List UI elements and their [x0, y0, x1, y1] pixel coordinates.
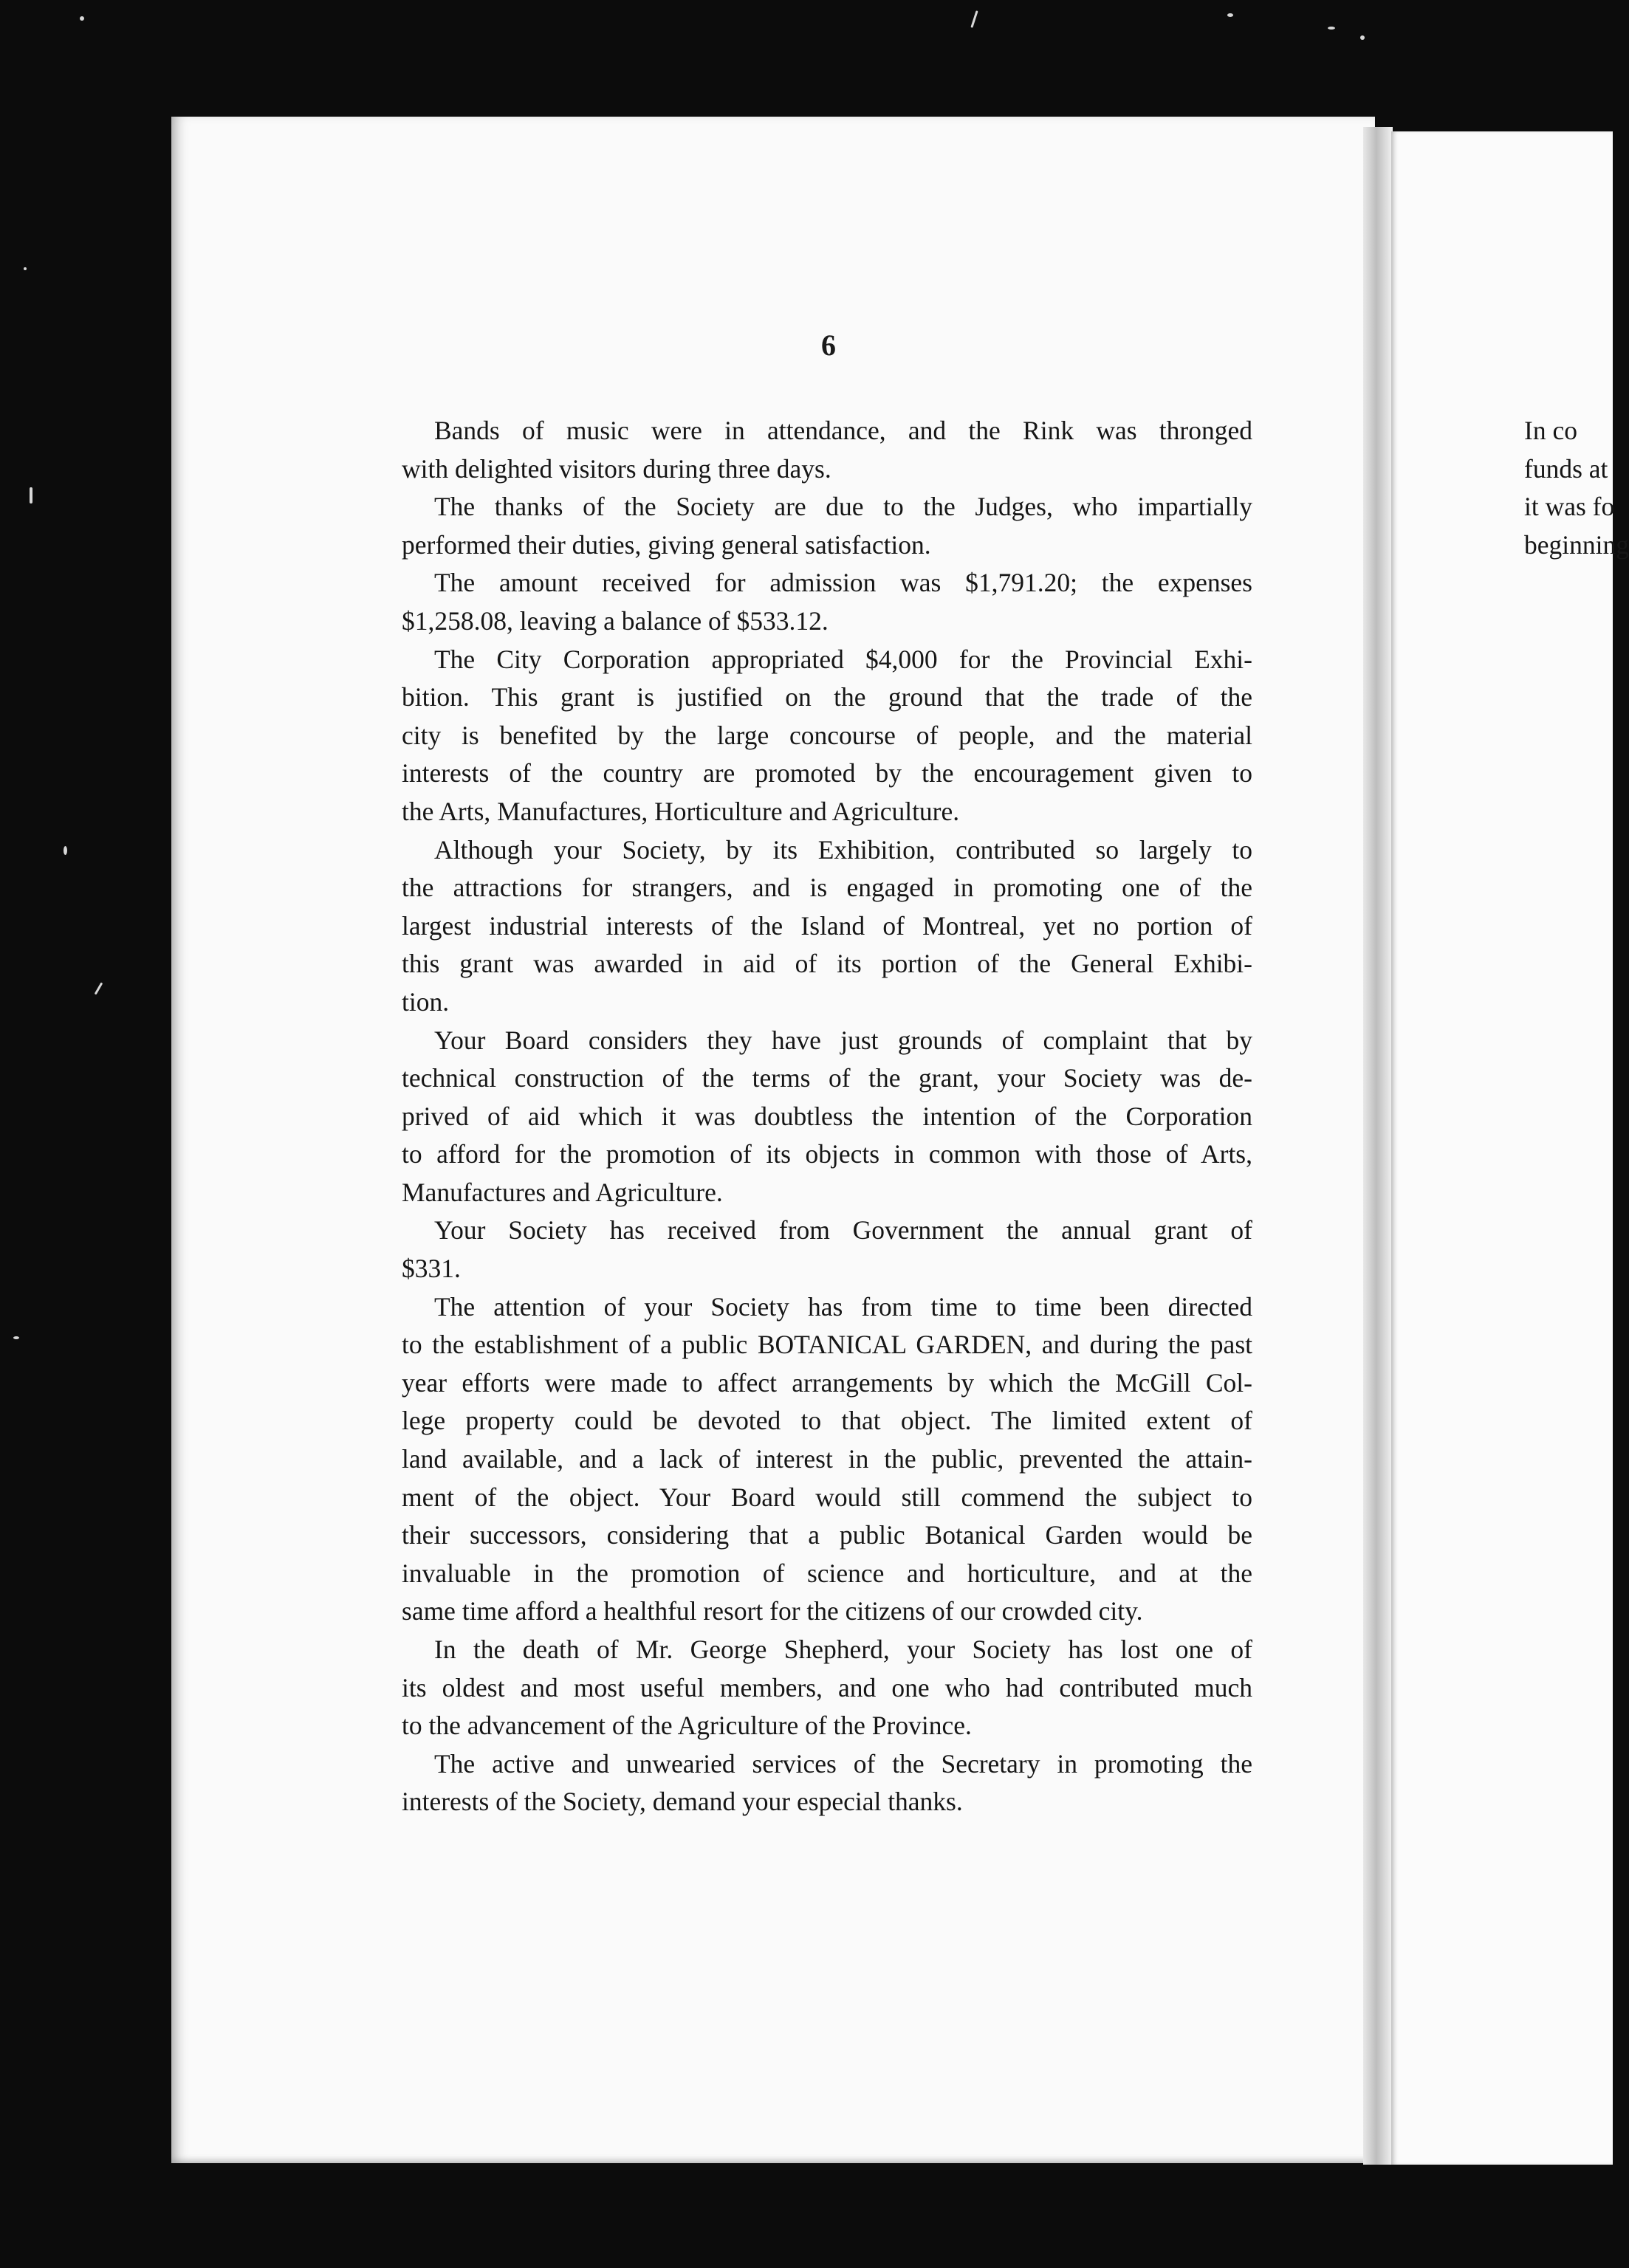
- dust-speck: [13, 1336, 19, 1339]
- text-line: Although your Society, by its Exhibition, contributed so largely to: [434, 834, 1252, 865]
- text-line: The City Corporation appropriated $4,000 for the Provincial Exhi-: [434, 644, 1252, 674]
- dust-speck: [30, 487, 32, 504]
- text-line: technical construction of the terms of the grant, your Society was de-: [402, 1063, 1252, 1093]
- dust-speck: [970, 10, 978, 28]
- text-line: performed their duties, giving general satisfaction.: [402, 529, 931, 560]
- page-number: 6: [821, 329, 836, 362]
- text-line: this grant was awarded in aid of its portion of the General Exhibi-: [402, 949, 1252, 979]
- text-line: $1,258.08, leaving a balance of $533.12.: [402, 605, 829, 636]
- text-line: the attractions for strangers, and is engaged in promoting one of the: [402, 873, 1252, 903]
- text-line: lege property could be devoted to that object. The limited extent of: [402, 1406, 1252, 1436]
- text-line: interests of the Society, demand your especial thanks.: [402, 1787, 963, 1817]
- dust-speck: [95, 982, 103, 994]
- dust-speck: [1328, 27, 1335, 30]
- facing-page-line: beginning: [1524, 529, 1629, 560]
- text-line: their successors, considering that a public Botanical Garden would be: [402, 1520, 1252, 1550]
- text-line: largest industrial interests of the Island of Montreal, yet no portion of: [402, 910, 1252, 941]
- text-line: Your Board considers they have just grounds of complaint that by: [434, 1025, 1252, 1055]
- facing-page-line: funds at: [1524, 453, 1608, 484]
- text-line: same time afford a healthful resort for the citizens of our crowded city.: [402, 1596, 1143, 1626]
- text-line: Manufactures and Agriculture.: [402, 1177, 723, 1207]
- text-line: with delighted visitors during three days.: [402, 453, 831, 484]
- dust-speck: [64, 846, 67, 855]
- text-line: The thanks of the Society are due to the Judges, who impartially: [434, 492, 1252, 522]
- dust-speck: [1360, 35, 1365, 40]
- text-line: the Arts, Manufactures, Horticulture and Agriculture.: [402, 796, 960, 826]
- facing-page-text: [1524, 412, 1629, 564]
- text-line: prived of aid which it was doubtless the intention of the Corporation: [402, 1101, 1252, 1131]
- facing-page-line: In co: [1524, 416, 1577, 445]
- text-line: interests of the country are promoted by the encouragement given to: [402, 758, 1252, 788]
- text-line: year efforts were made to affect arrangements by which the McGill Col-: [402, 1367, 1252, 1398]
- dust-speck: [24, 267, 27, 270]
- text-line: In the death of Mr. George Shepherd, your Society has lost one of: [434, 1635, 1252, 1664]
- book-gutter: [1363, 127, 1393, 2165]
- text-line: tion.: [402, 986, 450, 1017]
- text-line: Bands of music were in attendance, and the Rink was thronged: [434, 416, 1252, 445]
- text-line: invaluable in the promotion of science and horticulture, and at the: [402, 1558, 1252, 1588]
- text-line: to afford for the promotion of its objects in common with those of Arts,: [402, 1139, 1252, 1169]
- dust-speck: [80, 16, 84, 21]
- text-line: city is benefited by the large concourse of people, and the material: [402, 720, 1252, 750]
- text-line: ment of the object. Your Board would still commend the subject to: [402, 1482, 1252, 1512]
- text-line: The active and unwearied services of the Secretary in promoting the: [434, 1748, 1252, 1779]
- text-line: $331.: [402, 1254, 461, 1284]
- body-text: [402, 412, 1252, 1821]
- text-line: to the advancement of the Agriculture of the Province.: [402, 1711, 972, 1741]
- text-line: Your Society has received from Government the annual grant of: [434, 1215, 1252, 1245]
- text-line: The amount received for admission was $1,791.20; the expenses: [434, 568, 1252, 598]
- text-line: land available, and a lack of interest in the public, prevented the attain-: [402, 1444, 1252, 1474]
- text-line: The attention of your Society has from time to time been directed: [434, 1291, 1252, 1322]
- text-line: bition. This grant is justified on the ground that the trade of the: [402, 682, 1252, 712]
- dust-speck: [1227, 13, 1233, 17]
- facing-page-line: it was fo: [1524, 492, 1615, 522]
- text-line: its oldest and most useful members, and one who had contributed much: [402, 1672, 1252, 1702]
- text-line: to the establishment of a public BOTANICAL GARDEN, and during the past: [402, 1330, 1252, 1360]
